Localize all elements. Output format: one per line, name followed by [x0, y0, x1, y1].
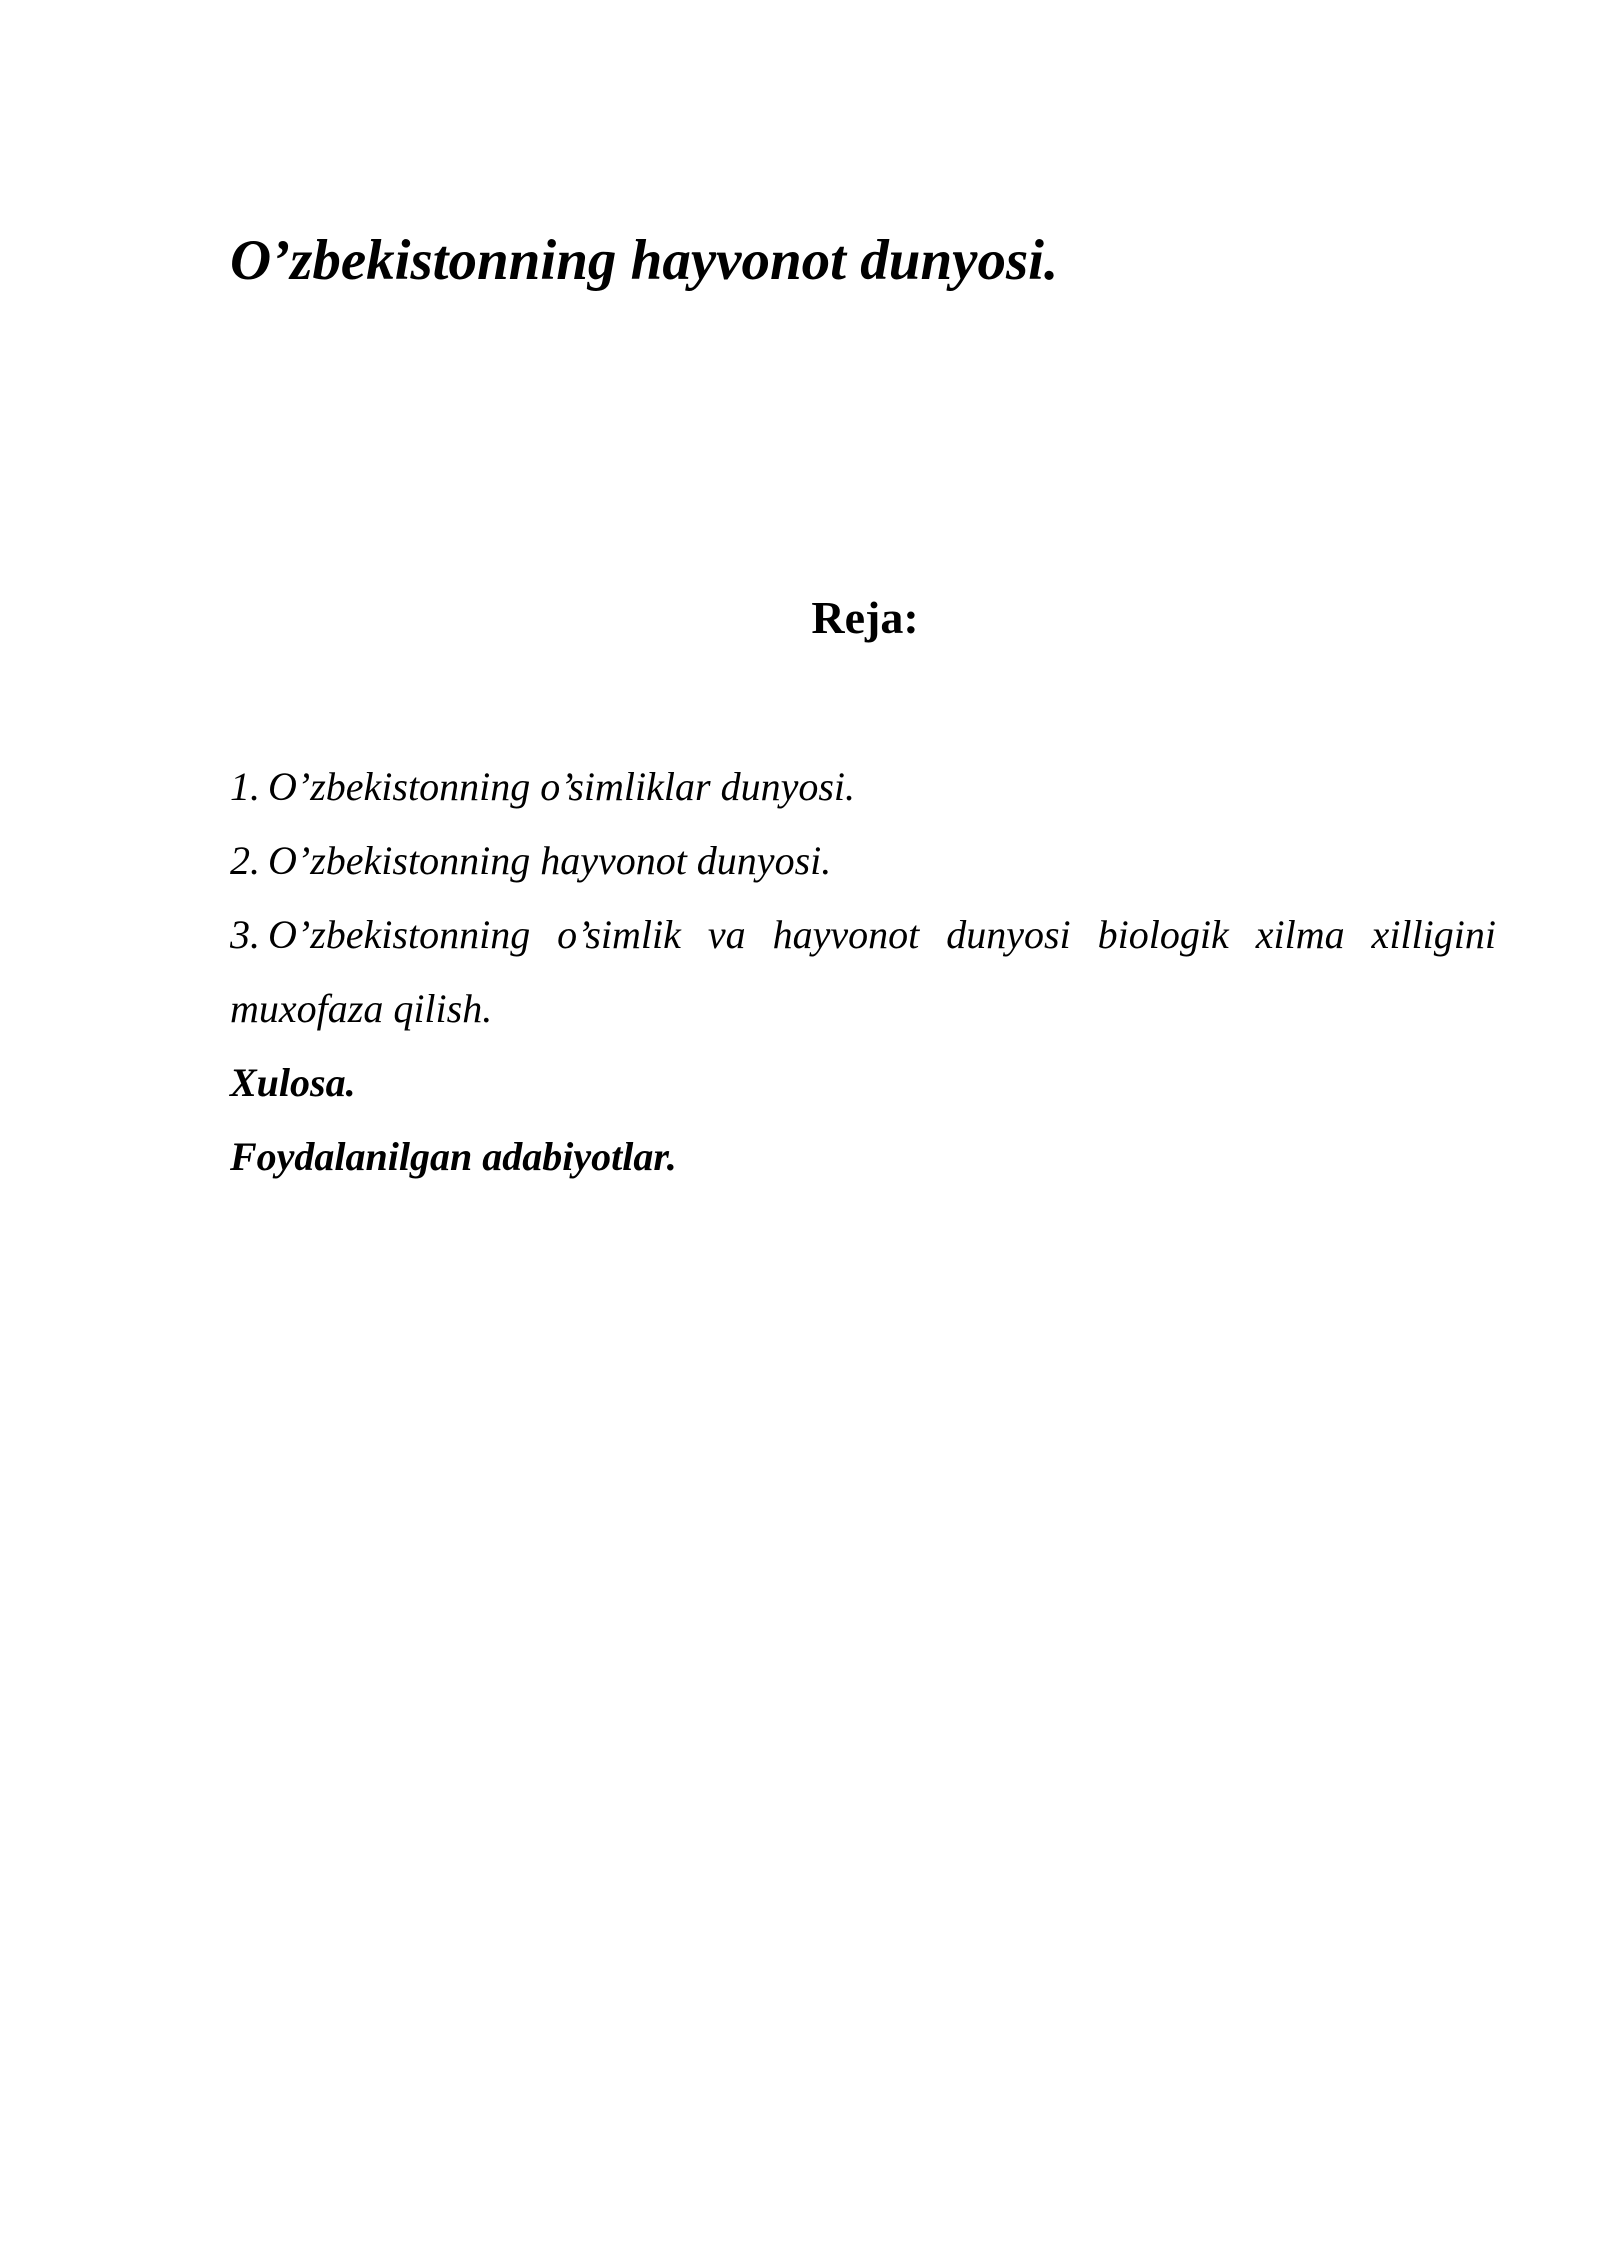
references-item: Foydalanilgan adabiyotlar.	[230, 1134, 677, 1179]
plan-item-text: O’zbekistonning o’simliklar dunyosi.	[268, 764, 856, 809]
document-title: O’zbekistonning hayvonot dunyosi.	[230, 229, 1059, 292]
plan-item-1	[230, 750, 1496, 824]
plan-item-number: 3.	[230, 912, 260, 957]
plan-list	[230, 750, 1496, 1194]
plan-item-number: 2.	[230, 838, 260, 883]
plan-item-3	[230, 898, 1496, 1046]
plan-item-number: 1.	[230, 764, 260, 809]
plan-item-2	[230, 824, 1496, 898]
plan-item-text: O’zbekistonning o’simlik va hayvonot dunyosi biologik xilma xilligini muxofaza qilish.	[230, 912, 1496, 1031]
conclusion-item: Xulosa.	[230, 1060, 356, 1105]
plan-heading: Reja:	[811, 592, 919, 643]
plan-item-text: O’zbekistonning hayvonot dunyosi.	[268, 838, 832, 883]
